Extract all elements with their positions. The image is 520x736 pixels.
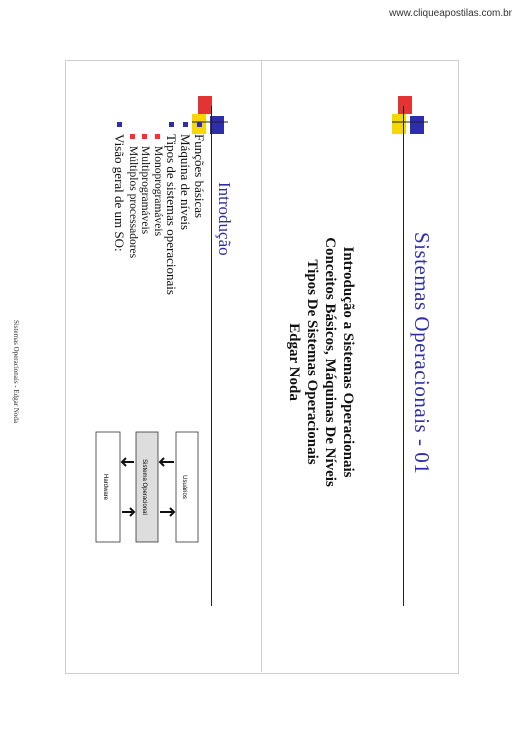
- so-label: Sistema Operacional: [141, 459, 147, 515]
- os-layers-diagram: [90, 342, 200, 582]
- bullet-item: Visão geral de um SO:: [113, 122, 127, 295]
- slide-footer: Sistemas Operacionais - Edgar Noda: [12, 320, 20, 424]
- intro-bullet-list: [113, 122, 207, 295]
- hardware-box: [96, 432, 120, 542]
- intro-title: Introdução: [215, 182, 234, 256]
- hardware-label: Hardware: [102, 473, 108, 501]
- subtitle-line-3: Tipos De Sistemas Operacionais: [304, 259, 320, 465]
- sub-bullet-item: Monoprogramáveis: [152, 122, 165, 295]
- subtitle-line-1: Introdução a Sistemas Operacionais: [340, 246, 356, 478]
- bullet-item: Tipos de sistemas operacionais: [164, 122, 178, 295]
- sub-bullet-item: Multiprogramáveis: [139, 122, 152, 295]
- subtitle-line-4: Edgar Noda: [286, 323, 302, 401]
- sub-bullet-item: Múltiplos processadores: [127, 122, 140, 295]
- slide-title-page: [280, 82, 440, 642]
- intro-rule: [211, 106, 212, 606]
- so-box: [136, 432, 158, 542]
- usuarios-label: Usuários: [181, 475, 187, 499]
- slide-title: Sistemas Operacionais - 01: [410, 232, 434, 475]
- slide-introducao: [80, 82, 240, 642]
- title-rule: [403, 106, 404, 606]
- bullet-item: Máquina de níveis: [178, 122, 192, 295]
- usuarios-box: [176, 432, 198, 542]
- watermark: www.cliqueapostilas.com.br: [389, 8, 512, 19]
- page-divider: [261, 60, 262, 672]
- bullet-item: Funções básicas: [192, 122, 206, 295]
- subtitle-line-2: Conceitos Básicos, Máquinas De Níveis: [322, 237, 338, 487]
